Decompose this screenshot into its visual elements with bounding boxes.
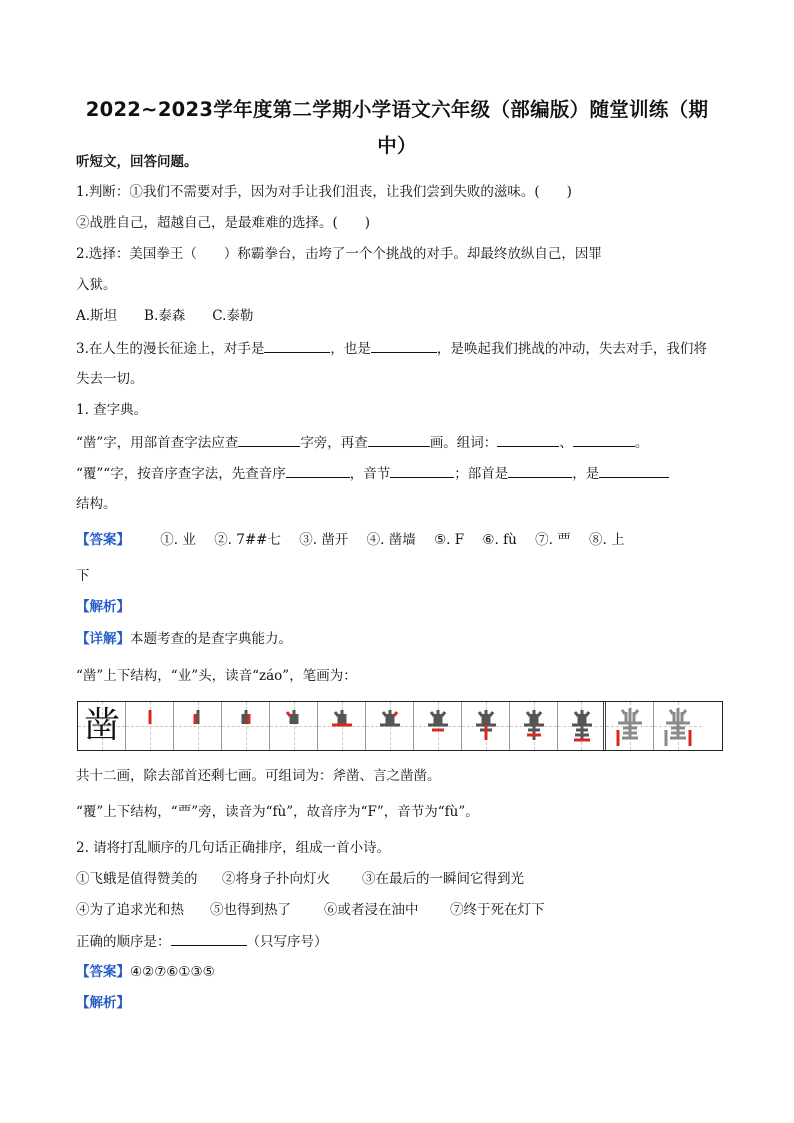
stroke-full-char: 凿: [83, 705, 120, 746]
blank-syllable: [390, 463, 454, 478]
stroke-6-glyph: [366, 702, 414, 750]
blank-radical: [238, 432, 300, 447]
dict-l1-text-e: 。: [634, 435, 649, 451]
poem-answer-label: 【答案】: [76, 964, 130, 980]
q2-options: A.斯坦 B.泰森 C.泰勒: [76, 308, 254, 324]
answer-item: ⑥. fù: [482, 532, 517, 548]
blank-radical-2: [508, 463, 572, 478]
answer-item: ⑧. 上: [589, 532, 625, 548]
blank-strokes: [368, 432, 430, 447]
poem-answer-value: ④②⑦⑥①③⑤: [130, 964, 215, 980]
order-note: （只写序号）: [246, 934, 328, 950]
dict-heading: 1. 查字典。: [76, 402, 148, 418]
poem-line: ③在最后的一瞬间它得到光: [362, 871, 524, 887]
blank-2: [371, 338, 437, 353]
stroke-8-glyph: [462, 702, 510, 750]
stroke-9-glyph: [510, 702, 558, 750]
poem-line: ①飞蛾是值得赞美的: [76, 871, 198, 887]
stroke-12-glyph: [654, 702, 702, 750]
order-prompt: 正确的顺序是：: [76, 934, 171, 950]
stroke-3-glyph: [222, 702, 270, 750]
poem-line: ②将身子扑向灯火: [222, 871, 330, 887]
stroke-2-glyph: [174, 702, 222, 750]
stroke-cell: [606, 702, 654, 750]
detail-line: [76, 629, 292, 649]
analysis-label: 【解析】: [76, 599, 130, 615]
answer-label: 【答案】: [76, 532, 130, 548]
answer-item: ④. 凿墙: [366, 532, 416, 548]
dict-line-3: 结构。: [76, 496, 117, 512]
dict-l1-text-b: 字旁，再查: [300, 435, 368, 451]
q2-part-b: 入狱。: [76, 277, 117, 293]
stroke-cell: [270, 702, 318, 750]
poem-row-1: [76, 869, 524, 889]
q3-text-3: ，是唤起我们挑战的冲动，失去对手，我们将: [436, 341, 707, 357]
poem-analysis-label: 【解析】: [76, 995, 130, 1011]
blank-structure: [599, 463, 669, 478]
dict-l2-text-a: “覆”“字，按音序查字法，先查音序: [76, 466, 286, 482]
analysis-paragraph-3: “覆”上下结构，“覀”旁，读音为“fù”，故音序为“F”，音节为“fù”。: [76, 804, 479, 820]
dict-line-1: [76, 432, 648, 453]
stroke-5-glyph: [318, 702, 366, 750]
q3-part-a: [76, 338, 707, 359]
poem-row-2: [76, 900, 545, 920]
answer-row-1: [76, 530, 625, 550]
stroke-4-glyph: [270, 702, 318, 750]
blank-1: [264, 338, 330, 353]
stroke-10-glyph: [558, 702, 606, 750]
dict-line-2: [76, 463, 669, 484]
answer-item: ①. 业: [160, 532, 196, 548]
poem-answer-line: [76, 962, 215, 982]
dict-l1-text-a: “凿”字，用部首查字法应查: [76, 435, 239, 451]
stroke-cell: [510, 702, 558, 750]
blank-phonetic: [286, 463, 350, 478]
stroke-cell: [222, 702, 270, 750]
stroke-1-glyph: [126, 702, 174, 750]
q3-text-1: 3.在人生的漫长征途上，对手是: [76, 341, 265, 357]
answer-continuation: 下: [76, 568, 90, 584]
dict-l2-text-c: ；部首是: [454, 466, 509, 482]
q1-part-b: ②战胜自己，超越自己，是最难难的选择。( ): [76, 215, 371, 231]
stroke-cell: [654, 702, 702, 750]
stroke-cell: [366, 702, 414, 750]
stroke-order-chart: [77, 701, 723, 751]
answer-item: ⑤. F: [434, 532, 465, 548]
stroke-cell-full: [78, 702, 126, 750]
poem-line: ⑥或者浸在油中: [324, 902, 419, 918]
analysis-paragraph-2: 共十二画，除去部首还剩七画。可组词为：斧凿、言之凿凿。: [76, 768, 441, 784]
q3-part-b: 失去一切。: [76, 371, 144, 387]
q2-part-a: 2.选择：美国拳王（ ）称霸拳台，击垮了一个个挑战的对手。却最终放纵自己，因罪: [76, 246, 602, 262]
analysis-paragraph-1: “凿”上下结构，“业”头，读音“záo”，笔画为：: [76, 668, 357, 684]
blank-word-2: [573, 432, 635, 447]
stroke-cell: [558, 702, 606, 750]
stroke-7-glyph: [414, 702, 462, 750]
poem-line: ④为了追求光和热: [76, 902, 184, 918]
dict-l1-text-c: 画。组词：: [429, 435, 498, 451]
stroke-cell: [414, 702, 462, 750]
detail-text: 本题考查的是查字典能力。: [130, 631, 292, 647]
stroke-11-glyph: [606, 702, 654, 750]
answer-item: ③. 凿开: [299, 532, 349, 548]
detail-label: 【详解】: [76, 631, 130, 647]
stroke-cell: [318, 702, 366, 750]
stroke-cell: [462, 702, 510, 750]
listening-heading: 听短文，回答问题。: [76, 154, 198, 170]
poem-line: ⑤也得到热了: [210, 902, 291, 918]
dict-l1-text-d: 、: [559, 435, 573, 451]
stroke-cell: [174, 702, 222, 750]
stroke-cell: [126, 702, 174, 750]
q3-text-2: ，也是: [330, 341, 371, 357]
title-line-2: 中）: [377, 134, 417, 157]
dict-l2-text-d: ，是: [572, 466, 600, 482]
dict-l2-text-b: ，音节: [349, 466, 391, 482]
poem-heading: 2. 请将打乱顺序的几句话正确排序，组成一首小诗。: [76, 840, 391, 856]
answer-item: ②. 7##七: [214, 532, 281, 548]
poem-line: ⑦终于死在灯下: [450, 902, 545, 918]
poem-order-line: [76, 931, 328, 952]
blank-order: [171, 931, 247, 946]
answer-item: ⑦. 覀: [535, 532, 571, 548]
q1-part-a: 1.判断：①我们不需要对手，因为对手让我们沮丧，让我们尝到失败的滋味。( ): [76, 184, 572, 200]
title-line-1: 2022~2023学年度第二学期小学语文六年级（部编版）随堂训练（期: [85, 98, 709, 121]
blank-word-1: [497, 432, 559, 447]
